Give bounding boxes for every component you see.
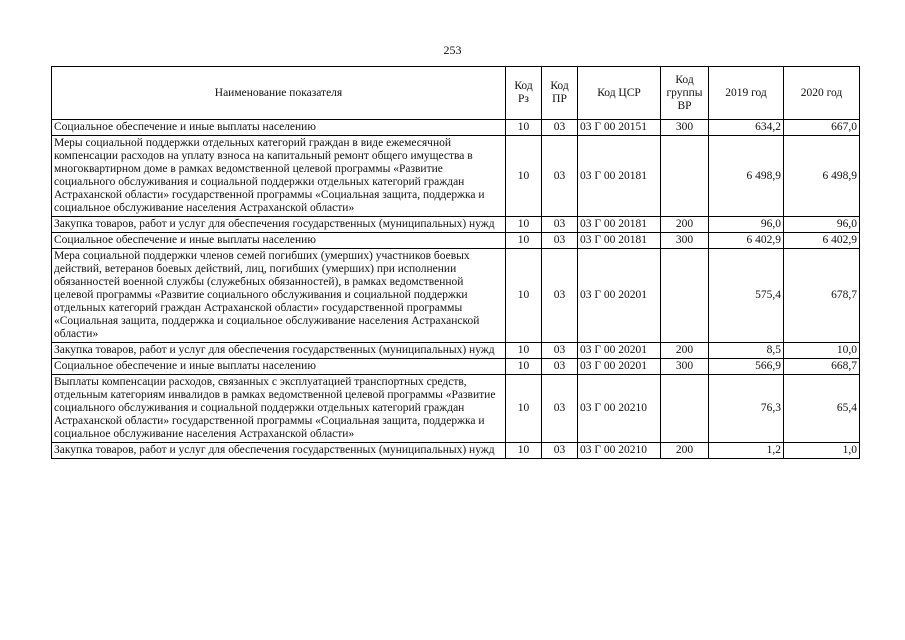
row-name: Закупка товаров, работ и услуг для обеспечения государственных (муниципальных) нужд xyxy=(52,343,506,359)
table-row xyxy=(52,443,860,459)
row-2020: 1,0 xyxy=(784,443,860,459)
header-vr: Код группы ВР xyxy=(661,67,709,120)
page-number: 253 xyxy=(443,43,462,57)
row-vr: 300 xyxy=(661,233,709,249)
row-vr: 300 xyxy=(661,359,709,375)
row-rz: 10 xyxy=(506,136,542,217)
row-2020: 10,0 xyxy=(784,343,860,359)
table-row xyxy=(52,375,860,443)
table-row xyxy=(52,249,860,343)
row-pr: 03 xyxy=(542,120,578,136)
table-row xyxy=(52,233,860,249)
row-2020: 6 402,9 xyxy=(784,233,860,249)
row-rz: 10 xyxy=(506,217,542,233)
table-row xyxy=(52,120,860,136)
row-name: Мера социальной поддержки членов семей погибших (умерших) участников боевых действий, ветеранов боевых действий, лиц, погибших (умерших) при исполнении обязанностей военной службы (служебных обязанностей), в рамках ведомственной целевой программы «Развитие социального обслуживания и социальной поддержки отдельных категорий граждан Астраханской области» государственной программы «Социальная защита, поддержка и социальное обслуживание населения Астраханской области» xyxy=(52,249,506,343)
row-name: Социальное обеспечение и иные выплаты населению xyxy=(52,359,506,375)
row-pr: 03 xyxy=(542,443,578,459)
row-2020: 96,0 xyxy=(784,217,860,233)
row-name: Социальное обеспечение и иные выплаты населению xyxy=(52,233,506,249)
row-csr: 03 Г 00 20181 xyxy=(578,217,661,233)
row-pr: 03 xyxy=(542,249,578,343)
row-name: Закупка товаров, работ и услуг для обеспечения государственных (муниципальных) нужд xyxy=(52,217,506,233)
row-2019: 575,4 xyxy=(709,249,784,343)
row-pr: 03 xyxy=(542,343,578,359)
table-row xyxy=(52,359,860,375)
row-rz: 10 xyxy=(506,120,542,136)
row-2020: 667,0 xyxy=(784,120,860,136)
row-2019: 8,5 xyxy=(709,343,784,359)
row-rz: 10 xyxy=(506,359,542,375)
row-name: Выплаты компенсации расходов, связанных с эксплуатацией транспортных средств, отдельным категориям инвалидов в рамках ведомственной целевой программы «Развитие социального обслуживания и социальной поддержки отдельных категорий граждан Астраханской области» государственной программы «Социальная защита, поддержка и социальное обслуживание населения Астраханской области» xyxy=(52,375,506,443)
row-2019: 566,9 xyxy=(709,359,784,375)
table-row xyxy=(52,136,860,217)
table-row xyxy=(52,343,860,359)
row-rz: 10 xyxy=(506,233,542,249)
row-csr: 03 Г 00 20181 xyxy=(578,233,661,249)
row-csr: 03 Г 00 20201 xyxy=(578,249,661,343)
row-vr xyxy=(661,136,709,217)
row-rz: 10 xyxy=(506,443,542,459)
row-pr: 03 xyxy=(542,375,578,443)
row-rz: 10 xyxy=(506,249,542,343)
row-pr: 03 xyxy=(542,136,578,217)
row-vr: 200 xyxy=(661,343,709,359)
row-2020: 668,7 xyxy=(784,359,860,375)
row-2019: 76,3 xyxy=(709,375,784,443)
row-rz: 10 xyxy=(506,375,542,443)
row-vr xyxy=(661,249,709,343)
header-row xyxy=(52,67,860,120)
row-2019: 6 498,9 xyxy=(709,136,784,217)
row-csr: 03 Г 00 20201 xyxy=(578,359,661,375)
row-rz: 10 xyxy=(506,343,542,359)
header-pr: Код ПР xyxy=(542,67,578,120)
header-name: Наименование показателя xyxy=(52,67,506,120)
row-pr: 03 xyxy=(542,233,578,249)
row-csr: 03 Г 00 20210 xyxy=(578,443,661,459)
row-vr xyxy=(661,375,709,443)
row-vr: 200 xyxy=(661,443,709,459)
header-csr: Код ЦСР xyxy=(578,67,661,120)
row-2019: 1,2 xyxy=(709,443,784,459)
row-pr: 03 xyxy=(542,217,578,233)
row-2019: 634,2 xyxy=(709,120,784,136)
budget-table xyxy=(51,66,860,459)
row-name: Социальное обеспечение и иные выплаты населению xyxy=(52,120,506,136)
table-row xyxy=(52,217,860,233)
row-pr: 03 xyxy=(542,359,578,375)
row-name: Закупка товаров, работ и услуг для обеспечения государственных (муниципальных) нужд xyxy=(52,443,506,459)
row-name: Меры социальной поддержки отдельных категорий граждан в виде ежемесячной компенсации расходов на уплату взноса на капитальный ремонт общего имущества в многоквартирном доме в рамках ведомственной целевой программы «Развитие социального обслуживания и социальной поддержки отдельных категорий граждан Астраханской области» государственной программы «Социальная защита, поддержка и социальное обслуживание населения Астраханской области» xyxy=(52,136,506,217)
row-csr: 03 Г 00 20210 xyxy=(578,375,661,443)
row-csr: 03 Г 00 20201 xyxy=(578,343,661,359)
row-2019: 96,0 xyxy=(709,217,784,233)
row-2020: 65,4 xyxy=(784,375,860,443)
row-csr: 03 Г 00 20181 xyxy=(578,136,661,217)
header-2019: 2019 год xyxy=(709,67,784,120)
row-vr: 300 xyxy=(661,120,709,136)
row-csr: 03 Г 00 20151 xyxy=(578,120,661,136)
row-2020: 6 498,9 xyxy=(784,136,860,217)
row-vr: 200 xyxy=(661,217,709,233)
header-2020: 2020 год xyxy=(784,67,860,120)
row-2019: 6 402,9 xyxy=(709,233,784,249)
row-2020: 678,7 xyxy=(784,249,860,343)
header-rz: Код Рз xyxy=(506,67,542,120)
